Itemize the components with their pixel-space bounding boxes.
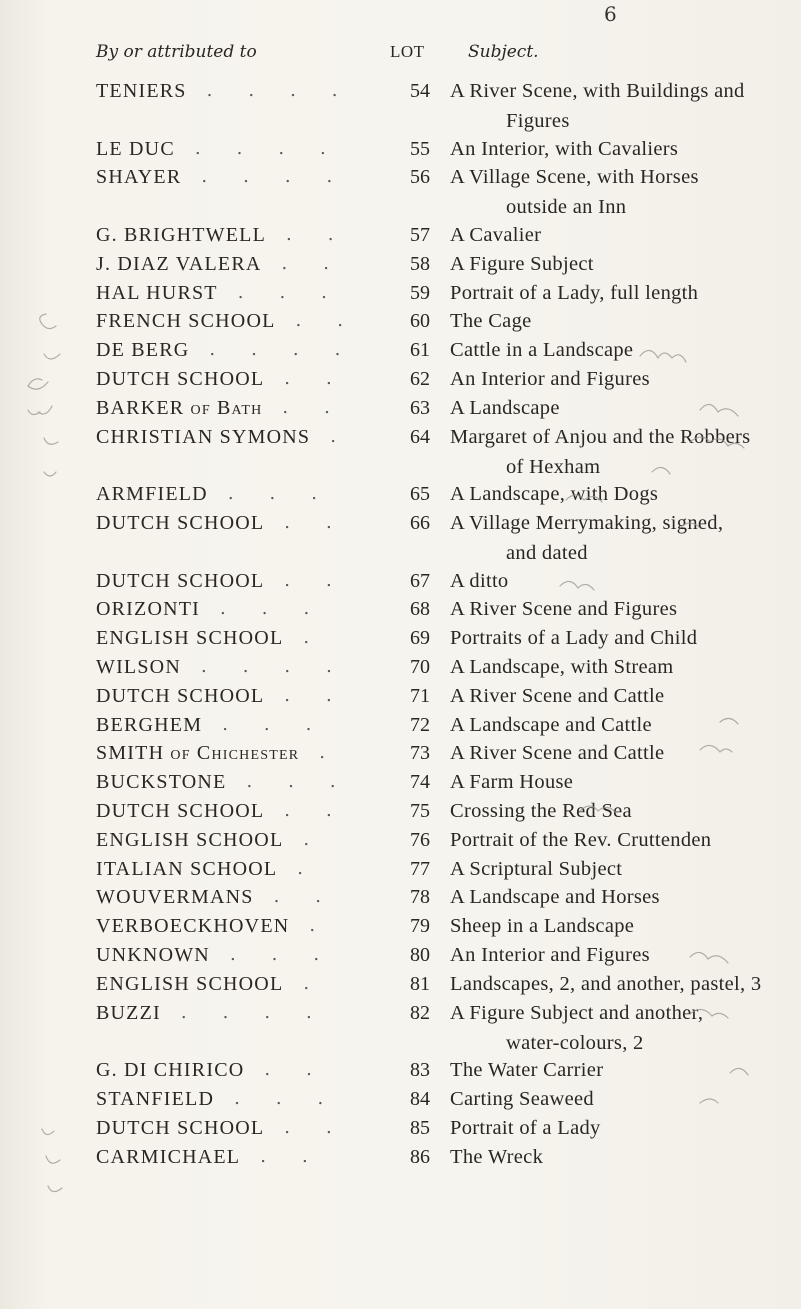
lot-artist: DUTCH SCHOOL [96, 684, 265, 707]
lot-subject: Portraits of a Lady and Child [450, 627, 698, 650]
lot-row [0, 886, 801, 916]
lot-row [0, 425, 801, 478]
lot-subject: A Landscape [450, 396, 560, 419]
leader-dots: . . . . [209, 339, 341, 361]
lot-row [0, 253, 801, 283]
lot-row [0, 1001, 801, 1054]
lot-artist: SMITH of Chichester [96, 742, 300, 765]
lot-subject: Portrait of a Lady [450, 1116, 601, 1139]
lot-artist: FRENCH SCHOOL [96, 310, 276, 333]
lot-artist: ARMFIELD [96, 483, 208, 506]
lot-artist: DUTCH SCHOOL [96, 800, 265, 822]
lot-subject-continuation: of Hexham [506, 455, 601, 478]
lot-number: 72 [410, 713, 430, 736]
leader-dots: . . [281, 252, 329, 274]
leader-dots: . . [295, 310, 343, 332]
lot-row [0, 1088, 801, 1118]
lot-number: 73 [410, 742, 430, 765]
lot-subject: A River Scene, with Buildings and [450, 80, 745, 102]
lot-row [0, 166, 801, 219]
lot-row [0, 339, 801, 369]
leader-dots: . . . [229, 944, 320, 965]
lot-number: 58 [410, 252, 430, 275]
lot-subject: A Landscape, with Dogs [450, 483, 659, 506]
lot-number: 65 [410, 483, 430, 506]
lot-row [0, 771, 801, 801]
lot-number: 75 [410, 800, 430, 822]
leader-dots: . . [282, 396, 330, 418]
lot-artist: G. DI CHIRICO [96, 1059, 245, 1082]
lot-row [0, 742, 801, 772]
lot-number: 59 [410, 281, 430, 304]
lot-artist: CHRISTIAN SYMONS [96, 425, 311, 448]
header-subject: Subject. [468, 42, 539, 62]
lot-artist: J. DIAZ VALERA [96, 252, 262, 275]
leader-dots: . . . . [201, 166, 333, 188]
lot-subject: A Figure Subject [450, 252, 594, 275]
lot-subject: Cattle in a Landscape [450, 339, 634, 362]
lot-subject: A Landscape, with Stream [450, 656, 674, 678]
lot-subject: A Landscape and Horses [450, 886, 660, 909]
lot-number: 70 [410, 656, 430, 678]
leader-dots: . . [284, 569, 332, 591]
leader-dots: . . [284, 368, 332, 389]
leader-dots: . . . . [194, 137, 326, 159]
lot-row [0, 570, 801, 600]
lot-artist: BUCKSTONE [96, 771, 227, 794]
lot-artist: TENIERS [96, 80, 187, 102]
lot-number: 62 [410, 368, 430, 390]
leader-dots: . [303, 828, 310, 850]
lot-row [0, 1059, 801, 1089]
leader-dots: . . [273, 886, 322, 908]
lot-subject: A River Scene and Cattle [450, 684, 665, 707]
lot-artist: WILSON [96, 656, 181, 678]
lot-artist: G. BRIGHTWELL [96, 224, 267, 246]
lot-artist: DUTCH SCHOOL [96, 512, 265, 534]
lot-number: 67 [410, 569, 430, 592]
lot-number: 66 [410, 512, 430, 534]
leader-dots: . [303, 627, 310, 649]
lot-row [0, 685, 801, 715]
leader-dots: . . [284, 800, 332, 821]
leader-dots: . . [284, 1116, 332, 1138]
lot-row [0, 138, 801, 168]
lot-number: 74 [410, 771, 430, 794]
lot-number: 71 [410, 684, 430, 707]
lot-subject: A Farm House [450, 771, 574, 794]
lot-number: 77 [410, 857, 430, 880]
lot-row [0, 1146, 801, 1176]
lot-artist: CARMICHAEL [96, 1145, 241, 1168]
leader-dots: . . . [227, 483, 317, 505]
lot-subject: An Interior, with Cavaliers [450, 137, 679, 160]
lot-subject: A Village Merrymaking, signed, [450, 512, 724, 534]
lot-subject: Carting Seaweed [450, 1088, 594, 1110]
lot-artist: BARKER of Bath [96, 396, 263, 419]
lot-row [0, 80, 801, 132]
leader-dots: . . . . [200, 656, 332, 677]
lot-number: 80 [410, 944, 430, 966]
leader-dots: . . . [246, 771, 336, 793]
lot-artist: SHAYER [96, 166, 182, 189]
leader-dots: . . . . [180, 1001, 312, 1023]
lot-artist: VERBOECKHOVEN [96, 915, 290, 938]
lot-number: 63 [410, 396, 430, 419]
header-attributed: By or attributed to [96, 42, 257, 62]
lot-number: 76 [410, 828, 430, 851]
lot-subject: A Scriptural Subject [450, 857, 623, 880]
lot-artist: ITALIAN SCHOOL [96, 857, 278, 880]
lot-subject-continuation: and dated [506, 542, 588, 564]
lot-subject: A ditto [450, 569, 509, 592]
lot-artist: BERGHEM [96, 713, 203, 736]
lot-subject: Landscapes, 2, and another, pastel, 3 [450, 972, 762, 995]
lot-number: 82 [410, 1001, 430, 1024]
lot-row [0, 1117, 801, 1147]
leader-dots: . [309, 915, 316, 937]
page-number: 6 [604, 2, 617, 26]
leader-dots: . [303, 972, 310, 994]
lot-subject: A Cavalier [450, 224, 542, 246]
lot-row [0, 224, 801, 254]
leader-dots: . . [264, 1059, 312, 1081]
lot-subject-continuation: Figures [506, 110, 570, 132]
lot-number: 56 [410, 166, 430, 189]
lot-subject: Portrait of a Lady, full length [450, 281, 699, 304]
header-lot: LOT [390, 42, 425, 61]
lot-number: 57 [410, 224, 430, 246]
leader-dots: . . . [220, 598, 310, 620]
lot-subject: A Figure Subject and another, [450, 1001, 704, 1024]
lot-artist: ENGLISH SCHOOL [96, 972, 284, 995]
lot-subject: The Cage [450, 310, 532, 333]
leader-dots: . [330, 425, 336, 447]
leader-dots: . [319, 742, 325, 764]
lot-row [0, 915, 801, 945]
lot-number: 84 [410, 1088, 430, 1110]
lot-row [0, 483, 801, 513]
lot-row [0, 858, 801, 888]
lot-number: 64 [410, 425, 430, 448]
lot-subject: A River Scene and Cattle [450, 742, 665, 765]
lot-row [0, 800, 801, 830]
lot-row [0, 973, 801, 1003]
lot-row [0, 829, 801, 859]
lot-number: 55 [410, 137, 430, 160]
lot-number: 54 [410, 80, 430, 102]
lot-row [0, 598, 801, 628]
lot-number: 85 [410, 1116, 430, 1139]
lot-row [0, 310, 801, 340]
leader-dots: . . [260, 1145, 308, 1167]
leader-dots: . . [284, 684, 332, 706]
lot-number: 60 [410, 310, 430, 333]
lot-artist: BUZZI [96, 1001, 161, 1024]
lot-row [0, 627, 801, 657]
lot-number: 79 [410, 915, 430, 938]
lot-number: 69 [410, 627, 430, 650]
lot-subject: The Water Carrier [450, 1059, 604, 1082]
lot-subject: An Interior and Figures [450, 368, 650, 390]
lot-subject: An Interior and Figures [450, 944, 650, 966]
lot-subject: Crossing the Red Sea [450, 800, 632, 822]
lot-row [0, 944, 801, 974]
lot-subject: A River Scene and Figures [450, 598, 678, 621]
leader-dots: . . [284, 512, 332, 533]
lot-number: 61 [410, 339, 430, 362]
leader-dots: . . . [234, 1088, 324, 1109]
lot-subject: Margaret of Anjou and the Robbers [450, 425, 751, 448]
lot-row [0, 656, 801, 686]
leader-dots: . . . . [206, 80, 338, 101]
lot-number: 83 [410, 1059, 430, 1082]
lot-subject: Portrait of the Rev. Cruttenden [450, 828, 712, 851]
lot-artist: UNKNOWN [96, 944, 210, 966]
lot-subject-continuation: outside an Inn [506, 196, 627, 219]
lot-row [0, 512, 801, 564]
lot-number: 86 [410, 1145, 430, 1168]
lot-artist: WOUVERMANS [96, 886, 254, 909]
leader-dots: . . . [237, 281, 327, 303]
lot-subject-continuation: water-colours, 2 [506, 1031, 644, 1054]
leader-dots: . . [286, 224, 334, 245]
lot-artist: DUTCH SCHOOL [96, 569, 265, 592]
lot-artist: HAL HURST [96, 281, 218, 304]
lot-subject: The Wreck [450, 1145, 544, 1168]
lot-artist: LE DUC [96, 137, 175, 160]
leader-dots: . [297, 857, 304, 879]
lot-number: 68 [410, 598, 430, 621]
lot-artist: ENGLISH SCHOOL [96, 627, 284, 650]
lot-subject: A Landscape and Cattle [450, 713, 652, 736]
leader-dots: . . . [222, 713, 312, 735]
lot-artist: ENGLISH SCHOOL [96, 828, 284, 851]
lot-artist: DUTCH SCHOOL [96, 1116, 265, 1139]
lot-artist: STANFIELD [96, 1088, 215, 1110]
lot-row [0, 282, 801, 312]
lot-row [0, 397, 801, 427]
lot-row [0, 368, 801, 398]
lot-number: 81 [410, 972, 430, 995]
lot-artist: DE BERG [96, 339, 190, 362]
lot-subject: A Village Scene, with Horses [450, 166, 699, 189]
lot-number: 78 [410, 886, 430, 909]
lot-artist: ORIZONTI [96, 598, 201, 621]
lot-subject: Sheep in a Landscape [450, 915, 635, 938]
lot-artist: DUTCH SCHOOL [96, 368, 265, 390]
lot-row [0, 714, 801, 744]
